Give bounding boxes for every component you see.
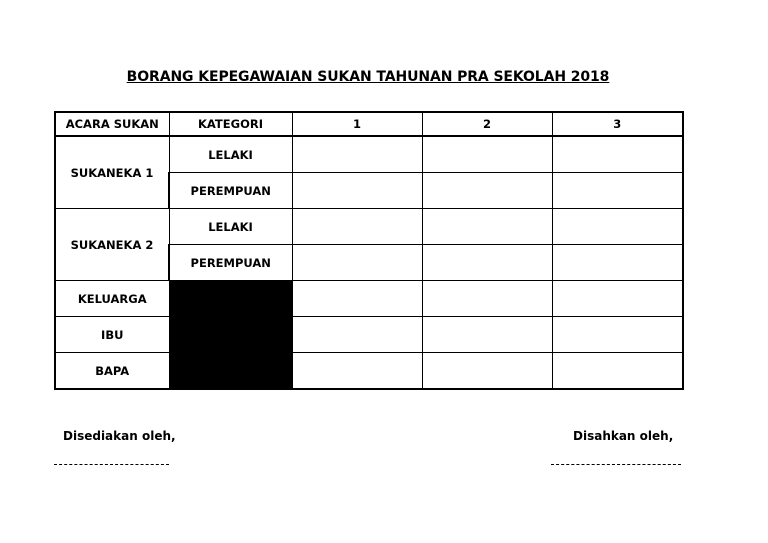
entry-cell[interactable] [292,209,422,245]
header-place-2: 2 [422,112,552,136]
entry-cell[interactable] [552,281,683,317]
entry-cell[interactable] [292,173,422,209]
blocked-category-area [169,281,292,390]
entry-cell[interactable] [422,173,552,209]
entry-cell[interactable] [552,245,683,281]
table-row [55,209,683,245]
header-kategori: KATEGORI [169,112,292,136]
entry-cell[interactable] [292,245,422,281]
category-lelaki: LELAKI [169,209,292,245]
event-bapa: BAPA [55,353,169,390]
entry-cell[interactable] [292,353,422,390]
entry-cell[interactable] [422,209,552,245]
entry-cell[interactable] [422,136,552,173]
entry-cell[interactable] [552,173,683,209]
entry-cell[interactable] [292,136,422,173]
entry-cell[interactable] [552,136,683,173]
category-perempuan: PEREMPUAN [169,173,292,209]
entry-cell[interactable] [292,317,422,353]
event-keluarga: KELUARGA [55,281,169,317]
category-lelaki: LELAKI [169,136,292,173]
event-sukaneka-1: SUKANEKA 1 [55,136,169,209]
event-ibu: IBU [55,317,169,353]
event-sukaneka-2: SUKANEKA 2 [55,209,169,281]
category-perempuan: PEREMPUAN [169,245,292,281]
entry-cell[interactable] [422,317,552,353]
header-place-3: 3 [552,112,683,136]
officials-table [54,111,684,390]
entry-cell[interactable] [422,353,552,390]
header-row [55,112,683,136]
approved-by-signature-line[interactable] [551,464,681,465]
approved-by-label: Disahkan oleh, [573,429,674,443]
entry-cell[interactable] [552,353,683,390]
entry-cell[interactable] [422,245,552,281]
table-row [55,281,683,317]
entry-cell[interactable] [552,317,683,353]
table-row [55,353,683,390]
entry-cell[interactable] [552,209,683,245]
table-row [55,136,683,173]
prepared-by-signature-line[interactable] [54,464,169,465]
form-title: BORANG KEPEGAWAIAN SUKAN TAHUNAN PRA SEKOLAH 2018 [126,69,610,85]
prepared-by-label: Disediakan oleh, [63,429,176,443]
entry-cell[interactable] [292,281,422,317]
entry-cell[interactable] [422,281,552,317]
header-place-1: 1 [292,112,422,136]
table-row [55,317,683,353]
header-acara-sukan: ACARA SUKAN [55,112,169,136]
